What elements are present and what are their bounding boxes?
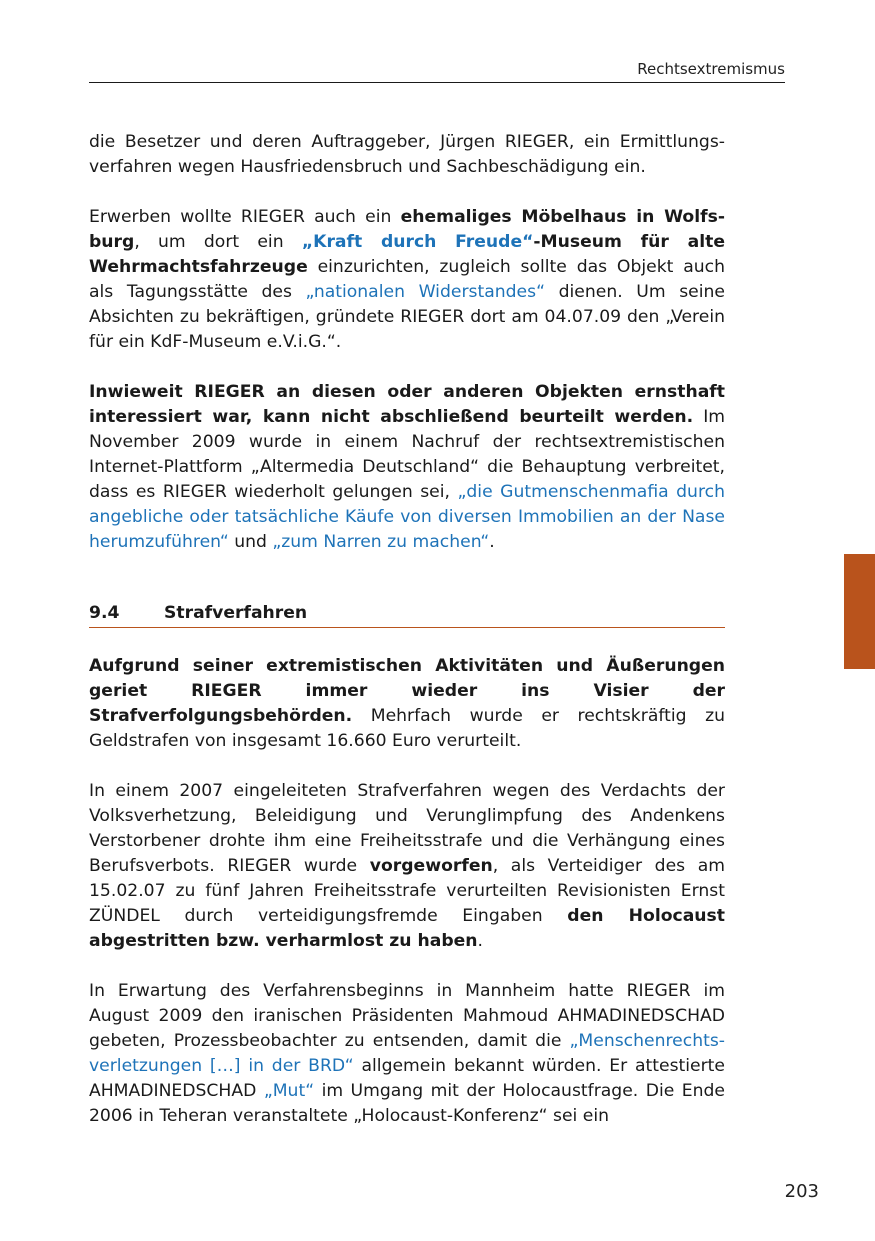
paragraph-3: Inwieweit RIEGER an diesen oder anderen Objekten ernsthaft interessiert war, kann nicht abschließend beurteilt werden. Im November 2009 wurde in einem Nachruf der rechtsextremistischen Internet-Plattform „Altermedia Deutschland“ die Behauptung verbreitet, dass es RIEGER wiederholt gelungen sei, „die Gutmenschenmafia durch angebliche oder tatsächliche Käufe von diversen Immobilien an der Nase herumzuführen“ und „zum Narren zu machen“.	[89, 382, 726, 552]
emphasis: Aufgrund seiner extremistischen Aktivitäten und Äußerungen geriet RIEGER immer wieder ins Visier der Strafverfolgungsbehörden.	[89, 656, 725, 726]
quote: „Kraft durch Freude“	[301, 232, 534, 252]
paragraph-6: In Erwartung des Verfahrensbeginns in Mannheim hatte RIEGER im August 2009 den iranischen Präsidenten Mahmoud AHMADINEDSCHAD gebeten, Prozessbeobachter zu entsenden, damit die „Menschenrechtsverletzungen […] in der BRD“ allgemein bekannt würden. Er attestierte AHMADINEDSCHAD „Mut“ im Umgang mit der Holocaustfrage. Die Ende 2006 in Teheran veranstaltete „Holocaust-Konferenz“ sei ein	[89, 981, 725, 1126]
quote: „die Gutmenschenmafia durch angebliche oder tatsächliche Käufe von diversen Immobilien an der Nase herumzuführen“	[89, 482, 725, 552]
emphasis: den Holocaust abgestritten bzw. verharmlost zu haben	[89, 906, 725, 951]
section-number: 9.4	[89, 603, 120, 623]
emphasis: ehemaliges Möbelhaus in Wolfsburg	[89, 207, 725, 252]
emphasis: Inwieweit RIEGER an diesen oder anderen Objekten ernsthaft interessiert war, kann nicht abschließend beurteilt werden.	[89, 382, 725, 427]
paragraph-1: die Besetzer und deren Auftraggeber, Jürgen RIEGER, ein Ermittlungsverfahren wegen Hausfriedensbruch und Sachbeschädigung ein.	[89, 132, 725, 177]
quote: „nationalen Widerstandes“	[305, 282, 545, 302]
page-body	[89, 130, 725, 1129]
running-header	[89, 58, 785, 83]
paragraph-4: Aufgrund seiner extremistischen Aktivitäten und Äußerungen geriet RIEGER immer wieder ins Visier der Strafverfolgungsbehörden. Mehrfach wurde er rechtskräftig zu Geldstrafen von insgesamt 16.660 Euro verurteilt.	[89, 656, 725, 751]
emphasis: vorgeworfen	[369, 856, 493, 876]
paragraph-2: Erwerben wollte RIEGER auch ein ehemaliges Möbelhaus in Wolfsburg, um dort ein „Kraft durch Freude“-Museum für alte Wehrmachtsfahrzeuge einzurichten, zugleich sollte das Objekt auch als Tagungsstätte des „nationalen Widerstandes“ dienen. Um seine Absichten zu bekräftigen, gründete RIEGER dort am 04.07.09 den „Verein für ein KdF-Museum e.V.i.G.“.	[89, 207, 725, 352]
paragraph-5: In einem 2007 eingeleiteten Strafverfahren wegen des Verdachts der Volksverhetzung, Beleidigung und Verunglimpfung des Andenkens Verstorbener drohte ihm eine Freiheitsstrafe und die Verhängung eines Berufsverbots. RIEGER wurde vorgeworfen, als Verteidiger des am 15.02.07 zu fünf Jahren Freiheitsstrafe verurteilten Revisionisten Ernst ZÜNDEL durch verteidigungsfremde Eingaben den Holocaust abgestritten bzw. verharmlost zu haben.	[89, 781, 725, 951]
quote: „zum Narren zu machen“	[272, 532, 490, 552]
quote: „Mut“	[263, 1081, 315, 1101]
chapter-thumb-tab	[844, 554, 875, 669]
emphasis: -Museum für alte Wehrmachtsfahrzeuge	[89, 232, 725, 277]
section-heading	[89, 603, 725, 628]
quote: „Menschenrechtsverletzungen […] in der BRD“	[89, 1031, 725, 1076]
page-number: 203	[784, 1181, 819, 1202]
running-title: Rechtsextremismus	[637, 60, 785, 78]
section-title: Strafverfahren	[164, 603, 308, 623]
